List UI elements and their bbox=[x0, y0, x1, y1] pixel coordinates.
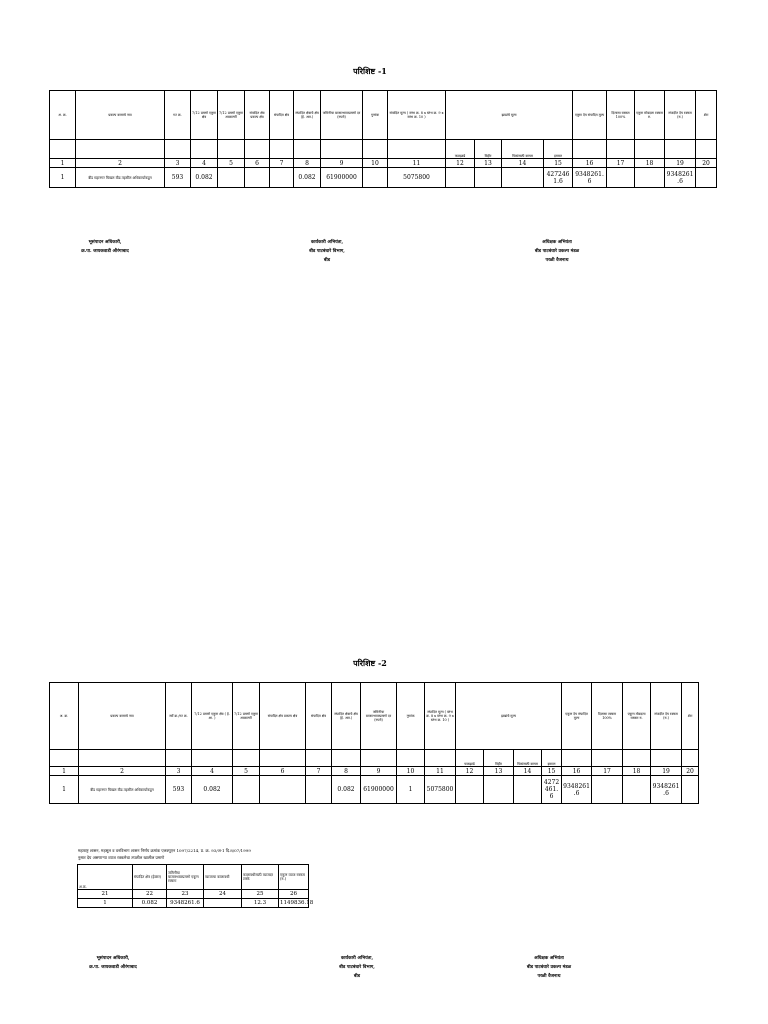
data-cell: 593 bbox=[166, 776, 192, 804]
column-number: 9 bbox=[321, 159, 363, 168]
header-cell: एकूण देय संपादित मूल्य bbox=[562, 683, 592, 750]
header-cell: अ. क्र. bbox=[50, 91, 76, 140]
header-cell: एकूण देय संपादित मूल्य bbox=[573, 91, 607, 140]
data-cell bbox=[446, 168, 475, 188]
column-number: 1 bbox=[50, 159, 76, 168]
column-number: 1 bbox=[50, 767, 79, 776]
column-number: 4 bbox=[191, 159, 218, 168]
data-cell: 4272461.6 bbox=[542, 776, 562, 804]
header-cell: संपादित क्षेत्राचे क्षेत्र (हे. आर.) bbox=[294, 91, 321, 140]
subheader-cell: पिकांसाठी कायम bbox=[514, 750, 542, 767]
header-cell: जमिनीचा बाजारभावाप्रमाणे एकूण रक्कम bbox=[167, 865, 204, 890]
data-cell: 61900000 bbox=[321, 168, 363, 188]
data-cell bbox=[306, 776, 332, 804]
column-number: 22 bbox=[133, 890, 167, 899]
header-cell: सर्वे क्र./गट क्र. bbox=[166, 683, 192, 750]
column-number: 7 bbox=[306, 767, 332, 776]
column-number: 9 bbox=[361, 767, 397, 776]
column-number: 10 bbox=[397, 767, 425, 776]
data-cell: 1 bbox=[50, 168, 76, 188]
column-number: 11 bbox=[388, 159, 446, 168]
data-cell: 4272461.6 bbox=[544, 168, 573, 188]
signature-executive-engineer-2: कार्यकारी अभियंता, बीड पाटबंधारे विभाग, बीड bbox=[339, 956, 375, 979]
interest-table bbox=[77, 864, 314, 908]
header-cell: संपादित क्षेत्र bbox=[270, 91, 294, 140]
header-cell: जमिनीचा बाजारभावाप्रमाणे दर (रुपये) bbox=[361, 683, 397, 750]
header-cell: शेरा bbox=[682, 683, 699, 750]
data-cell bbox=[260, 776, 306, 804]
table-row bbox=[50, 168, 717, 188]
column-number: 25 bbox=[242, 890, 279, 899]
data-cell: 12.3 bbox=[242, 899, 279, 908]
column-number: 17 bbox=[607, 159, 635, 168]
data-cell bbox=[245, 168, 270, 188]
header-cell: व्याजाचा कालावधी bbox=[204, 865, 242, 890]
data-cell: 0.082 bbox=[133, 899, 167, 908]
column-number: 14 bbox=[514, 767, 542, 776]
column-number: 11 bbox=[425, 767, 456, 776]
data-cell: 1149836.18 bbox=[280, 900, 314, 906]
table-row bbox=[50, 776, 699, 804]
data-cell: 5075800 bbox=[388, 168, 446, 188]
data-cell bbox=[218, 168, 245, 188]
header-cell: प्रकल्प कामाचे नाव bbox=[76, 91, 165, 140]
column-number: 6 bbox=[260, 767, 306, 776]
data-cell: 593 bbox=[165, 168, 191, 188]
table-row bbox=[78, 899, 309, 908]
data-cell: 1 bbox=[397, 776, 425, 804]
column-number: 6 bbox=[245, 159, 270, 168]
column-number: 12 bbox=[456, 767, 484, 776]
column-number: 10 bbox=[363, 159, 388, 168]
header-cell: संपादित क्षेत्र प्रकल्प क्षेत्र bbox=[245, 91, 270, 140]
subheader-cell: फळझाडे bbox=[446, 140, 475, 159]
column-number: 20 bbox=[682, 767, 699, 776]
column-number: 20 bbox=[696, 159, 717, 168]
column-number: 17 bbox=[592, 767, 623, 776]
data-cell bbox=[456, 776, 484, 804]
appendix-2-table bbox=[49, 682, 699, 804]
header-cell: 7/12 प्रमाणे एकूण आकारणी bbox=[233, 683, 260, 750]
interest-note: महाराष्ट्र शासन, महसूल व वनविभाग शासन निर्णय क्रमांक एलक्यूएन 1097/2214, प्र. क्र. 93/अ-1 दि.8/07/1999 नुसार देय असणाऱ्या व्याज रक्कमेचा तपशील खालील प्रमाणे bbox=[78, 848, 251, 860]
column-number: 12 bbox=[446, 159, 475, 168]
header-cell: एकूण मोबदला रक्कम रु. bbox=[635, 91, 665, 140]
column-number: 3 bbox=[166, 767, 192, 776]
header-cell: संपादित क्षेत्र (हेक्टर) bbox=[133, 865, 167, 890]
header-cell: संपादित क्षेत्र bbox=[306, 683, 332, 750]
data-cell: 9348261.6 bbox=[665, 168, 696, 188]
data-cell bbox=[635, 168, 665, 188]
header-cell: झाडांचे मूल्य bbox=[456, 683, 562, 750]
header-cell: प्रकल्प कामाचे नाव bbox=[79, 683, 166, 750]
header-cell: झाडांचे मूल्य bbox=[446, 91, 573, 140]
data-cell: 0.082 bbox=[191, 168, 218, 188]
header-cell: संपादीत देय रक्कम (रु.) bbox=[665, 91, 696, 140]
data-cell bbox=[233, 776, 260, 804]
column-number: 4 bbox=[192, 767, 233, 776]
column-number: 7 bbox=[270, 159, 294, 168]
data-cell: 9348261.6 bbox=[651, 776, 682, 804]
subheader-cell: पिकांसाठी कायम bbox=[502, 140, 544, 159]
column-number: 5 bbox=[218, 159, 245, 168]
data-cell: बीड महानगर चिखल बीड तहसील अधिकार्याकडून bbox=[76, 168, 165, 188]
header-cell: एकूण मोबदला रक्कम रु. bbox=[623, 683, 651, 750]
column-number: 23 bbox=[167, 890, 204, 899]
column-number: 3 bbox=[165, 159, 191, 168]
data-cell bbox=[475, 168, 502, 188]
data-cell bbox=[514, 776, 542, 804]
column-number: 2 bbox=[76, 159, 165, 168]
header-cell: संपादीत देय रक्कम (रु.) bbox=[651, 683, 682, 750]
header-cell: जमिनीचा बाजारभावाप्रमाणे दर (रुपये) bbox=[321, 91, 363, 140]
header-cell: एकूण व्याज रक्कम (रु.) bbox=[279, 865, 309, 890]
header-cell: गट क्र. bbox=[165, 91, 191, 140]
data-cell: 1 bbox=[50, 776, 79, 804]
data-cell bbox=[623, 776, 651, 804]
column-number: 15 bbox=[544, 159, 573, 168]
appendix-2-title: परिशिष्ट -2 bbox=[353, 658, 387, 668]
header-cell: 7/12 प्रमाणे एकूण क्षेत्र ( हे. आ. ) bbox=[192, 683, 233, 750]
header-cell: कालावधीसाठी व्याजदर टक्के bbox=[242, 865, 279, 890]
column-number: 19 bbox=[651, 767, 682, 776]
header-cell: संपादित क्षेत्राचे क्षेत्र (हे. आर.) bbox=[332, 683, 361, 750]
subheader-cell: विहीर bbox=[475, 140, 502, 159]
column-number: 24 bbox=[204, 890, 242, 899]
data-cell bbox=[682, 776, 699, 804]
column-number: 21 bbox=[78, 890, 133, 899]
data-cell bbox=[484, 776, 514, 804]
header-cell: दिलासा रक्कम 100% bbox=[607, 91, 635, 140]
signature-land-acquisition-officer-2: भूसंपादन अधिकारी, क्र.पा. जायकवाडी औरंगाबाद bbox=[89, 956, 137, 970]
column-number: 19 bbox=[665, 159, 696, 168]
column-number: 2 bbox=[79, 767, 166, 776]
header-cell: 7/12 प्रमाणे एकूण क्षेत्र bbox=[191, 91, 218, 140]
appendix-1-table bbox=[49, 90, 717, 188]
header-cell: शेरा bbox=[696, 91, 717, 140]
column-number: 14 bbox=[502, 159, 544, 168]
data-cell: बीड महानगर चिखल बीड तहसील अधिकार्याकडून bbox=[79, 776, 166, 804]
column-number: 15 bbox=[542, 767, 562, 776]
column-number: 13 bbox=[484, 767, 514, 776]
data-cell: 0.082 bbox=[332, 776, 361, 804]
column-number: 18 bbox=[635, 159, 665, 168]
header-cell: गुणांक bbox=[397, 683, 425, 750]
data-cell bbox=[363, 168, 388, 188]
header-cell: अ.क्र. bbox=[78, 865, 133, 890]
subheader-cell: इमारत bbox=[542, 750, 562, 767]
data-cell bbox=[270, 168, 294, 188]
data-cell: 1 bbox=[78, 899, 133, 908]
column-number: 26 bbox=[279, 890, 309, 899]
data-cell: 61900000 bbox=[361, 776, 397, 804]
column-number: 13 bbox=[475, 159, 502, 168]
data-cell: 0.082 bbox=[294, 168, 321, 188]
subheader-cell: फळझाडे bbox=[456, 750, 484, 767]
data-cell bbox=[696, 168, 717, 188]
header-cell: अ. क्र. bbox=[50, 683, 79, 750]
header-cell: 7/12 प्रमाणे एकूण आकारणी bbox=[218, 91, 245, 140]
subheader-cell: विहीर bbox=[484, 750, 514, 767]
data-cell: 9348261.6 bbox=[573, 168, 607, 188]
header-cell: गुणांक bbox=[363, 91, 388, 140]
header-cell: संपादित क्षेत्र प्रकल्प क्षेत्र bbox=[260, 683, 306, 750]
data-cell bbox=[607, 168, 635, 188]
signature-land-acquisition-officer: भूसंपादन अधिकारी, क्र.पा. जायकवाडी औरंगाबाद bbox=[81, 240, 129, 254]
signature-executive-engineer: कार्यकारी अभियंता, बीड पाटबंधारे विभाग, बीड bbox=[309, 240, 345, 263]
appendix-1-title: परिशिष्ट -1 bbox=[353, 66, 387, 76]
header-cell: संपादित मूल्य ( स्तंभ क्र. 8 x स्तंभ क्र. 9 x स्तंभ क्र. 10 ) bbox=[425, 683, 456, 750]
data-cell: 9348261.6 bbox=[562, 776, 592, 804]
data-cell: 9348261.6 bbox=[167, 899, 204, 908]
data-cell bbox=[204, 899, 242, 908]
column-number: 5 bbox=[233, 767, 260, 776]
column-number: 18 bbox=[623, 767, 651, 776]
column-number: 8 bbox=[332, 767, 361, 776]
column-number: 8 bbox=[294, 159, 321, 168]
data-cell bbox=[592, 776, 623, 804]
data-cell: 5075800 bbox=[425, 776, 456, 804]
data-cell bbox=[502, 168, 544, 188]
data-cell: 0.082 bbox=[192, 776, 233, 804]
signature-superintending-engineer: अधिक्षक अभियंता बीड पाटबंधारे प्रकल्प मंडळ परळी वैजनाथ bbox=[534, 240, 580, 263]
header-cell: दिलासा रक्कम 100% bbox=[592, 683, 623, 750]
header-cell: संपादित मूल्य ( स्तंभ क्र. 8 x स्तंभ क्र. 9 x स्तंभ क्र. 10 ) bbox=[388, 91, 446, 140]
signature-superintending-engineer-2: अधिक्षक अभियंता बीड पाटबंधारे प्रकल्प मंडळ परळी वैजनाथ bbox=[526, 956, 572, 979]
subheader-cell: इमारत bbox=[544, 140, 573, 159]
column-number: 16 bbox=[562, 767, 592, 776]
column-number: 16 bbox=[573, 159, 607, 168]
